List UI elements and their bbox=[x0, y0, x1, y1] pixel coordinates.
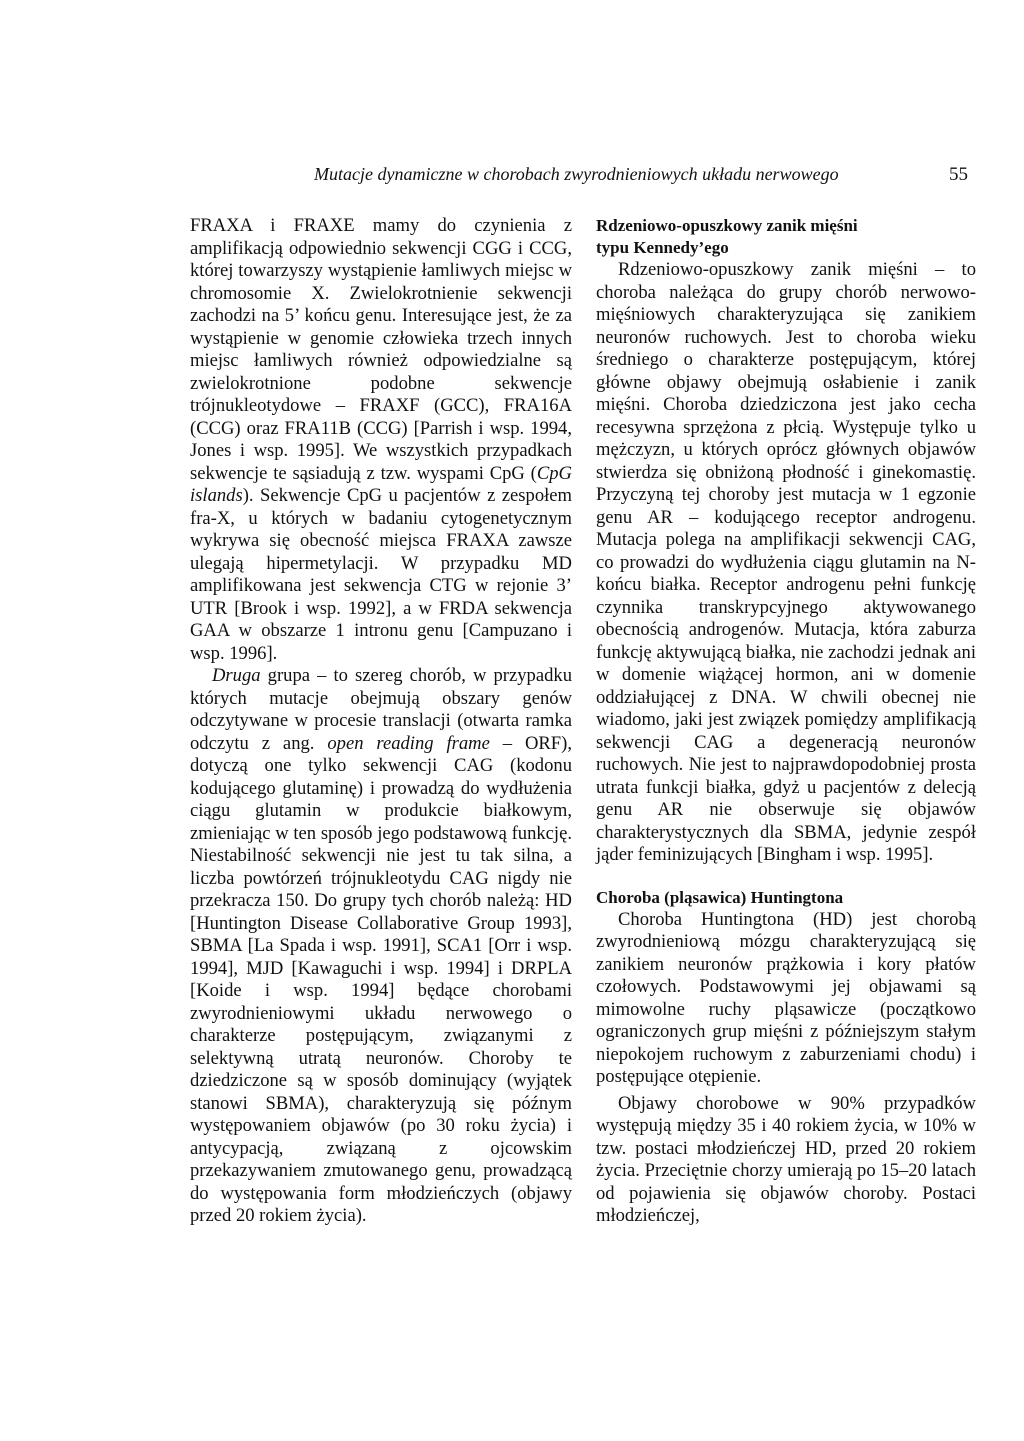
section-heading-kennedy bbox=[596, 215, 976, 259]
paragraph-text: grupa – to szereg chorób, w przypadku których mutacje obejmują obszary genów odczytywane w procesie translacji (otwarta ramka odczytu z ang. bbox=[190, 665, 572, 754]
paragraph-huntington-intro: Choroba Huntingtona (HD) jest chorobą zwyrodnieniową mózgu charakteryzującą się zanikiem neuronów prążkowia i kory płatów czołowych. Podstawowymi jej objawami są mimowolne ruchy pląsawicze (początkowo ograniczonych grup mięśni z późniejszym stałym niepokojem ruchowym z zaburzeniami chodu) i postępujące otępienie. bbox=[596, 908, 976, 1087]
paragraph-sbma: Rdzeniowo-opuszkowy zanik mięśni – to choroba należąca do grupy chorób nerwowo-mięśniowych charakteryzująca się zanikiem neuronów ruchowych. Jest to choroba wieku średniego o charakterze postępującym, której główne objawy obejmują osłabienie i zanik mięśni. Choroba dziedziczona jest jako cecha recesywna sprzężona z płcią. Występuje tylko u mężczyzn, u których oprócz głównych objawów stwierdza się obniżoną płodność i ginekomastię. Przyczyną tej choroby jest mutacja w 1 egzonie genu AR – kodującego receptor androgenu. Mutacja polega na amplifikacji sekwencji CAG, co prowadzi do wydłużenia ciągu glutamin na N-końcu białka. Receptor androgenu pełni funkcję czynnika transkrypcyjnego aktywowanego obecnością androgenów. Mutacja, która zaburza funkcję aktywującą białka, nie zachodzi jednak ani w domenie wiążącej hormon, ani w domenie oddziałującej z DNA. W chwili obecnej nie wiadomo, jaki jest związek pomiędzy amplifikacją sekwencji CAG a degeneracją neuronów ruchowych. Nie jest to najprawdopodobniej prosta utrata funkcji białka, gdyż u pacjentów z delecją genu AR nie obserwuje się objawów charakterystycznych dla SBMA, jedynie zespół jąder feminizujących [Bingham i wsp. 1995]. bbox=[596, 259, 976, 865]
heading-line: Rdzeniowo-opuszkowy zanik mięśni bbox=[596, 216, 858, 235]
italic-term-druga: Druga bbox=[212, 665, 261, 686]
section-gap bbox=[596, 867, 976, 887]
right-column bbox=[596, 215, 976, 1228]
section-heading-huntington: Choroba (pląsawica) Huntingtona bbox=[596, 887, 844, 907]
italic-term-open-reading-frame: open reading frame bbox=[327, 732, 490, 754]
left-column bbox=[190, 215, 572, 1228]
paragraph-text: FRAXA i FRAXE mamy do czynienia z amplifikacją odpowiednio sekwencji CGG i CCG, której towarzyszy wystąpienie łamliwych miejsc w chromosomie X. Zwielokrotnienie sekwencji zachodzi na 5’ końcu genu. Interesujące jest, że za wystąpienie w genomie człowieka trzech innych miejsc łamliwych również odpowiedzialne są zwielokrotnione podobne sekwencje trójnukleotydowe – FRAXF (GCC), FRA16A (CCG) oraz FRA11B (CCG) [Parrish i wsp. 1994, Jones i wsp. 1995]. We wszystkich przypadkach sekwencje te sąsiadują z tzw. wyspami CpG ( bbox=[190, 215, 572, 484]
paragraph-huntington-symptoms: Objawy chorobowe w 90% przypadków występują między 35 i 40 rokiem życia, w 10% w tzw. postaci młodzieńczej HD, przed 20 rokiem życia. Przeciętnie chorzy umierają po 15–20 latach od pojawienia się objawów choroby. Postaci młodzieńczej, bbox=[596, 1092, 976, 1226]
running-header bbox=[190, 164, 980, 194]
paragraph-text: – ORF), dotyczą one tylko sekwencji CAG (kodonu kodującego glutaminę) i prowadzą do wydłużenia ciągu glutamin w produkcie białkowym, zmieniając w ten sposób jego podstawową funkcję. Niestabilność sekwencji nie jest tu tak silna, a liczba powtórzeń trójnukleotydu CAG nigdy nie przekracza 150. Do grupy tych chorób należą: HD [Huntington Disease Collaborative Group 1993], SBMA [La Spada i wsp. 1991], SCA1 [Orr i wsp. 1994], MJD [Kawaguchi i wsp. 1994] i DRPLA [Koide i wsp. 1994] będące chorobami zwyrodnieniowymi układu nerwowego o charakterze postępującym, związanymi z selektywną utratą neuronów. Choroby te dziedziczone są w sposób dominujący (wyjątek stanowi SBMA), charakteryzują się późnym występowaniem objawów (po 30 roku życia) i antycypacją, związaną z ojcowskim przekazywaniem zmutowanego genu, prowadzącą do występowania form młodzieńczych (objawy przed 20 rokiem życia). bbox=[190, 732, 572, 1226]
paragraph-text: ). Sekwencje CpG u pacjentów z zespołem fra-X, u których w badaniu cytogenetycznym wykrywa się obecność miejsca FRAXA zawsze ulegają hipermetylacji. W przypadku MD amplifikowana jest sekwencja CTG w rejonie 3’ UTR [Brook i wsp. 1992], a w FRDA sekwencja GAA w obszarze 1 intronu genu [Campuzano i wsp. 1996]. bbox=[190, 485, 572, 664]
paragraph-fraxa bbox=[190, 215, 572, 665]
paragraph-second-group bbox=[190, 665, 572, 1228]
running-title: Mutacje dynamiczne w chorobach zwyrodnieniowych układu nerwowego bbox=[314, 164, 839, 184]
heading-line: typu Kennedy’ego bbox=[596, 238, 729, 257]
page-number: 55 bbox=[949, 164, 968, 185]
italic-term-cpg-islands: CpG islands bbox=[190, 462, 572, 506]
